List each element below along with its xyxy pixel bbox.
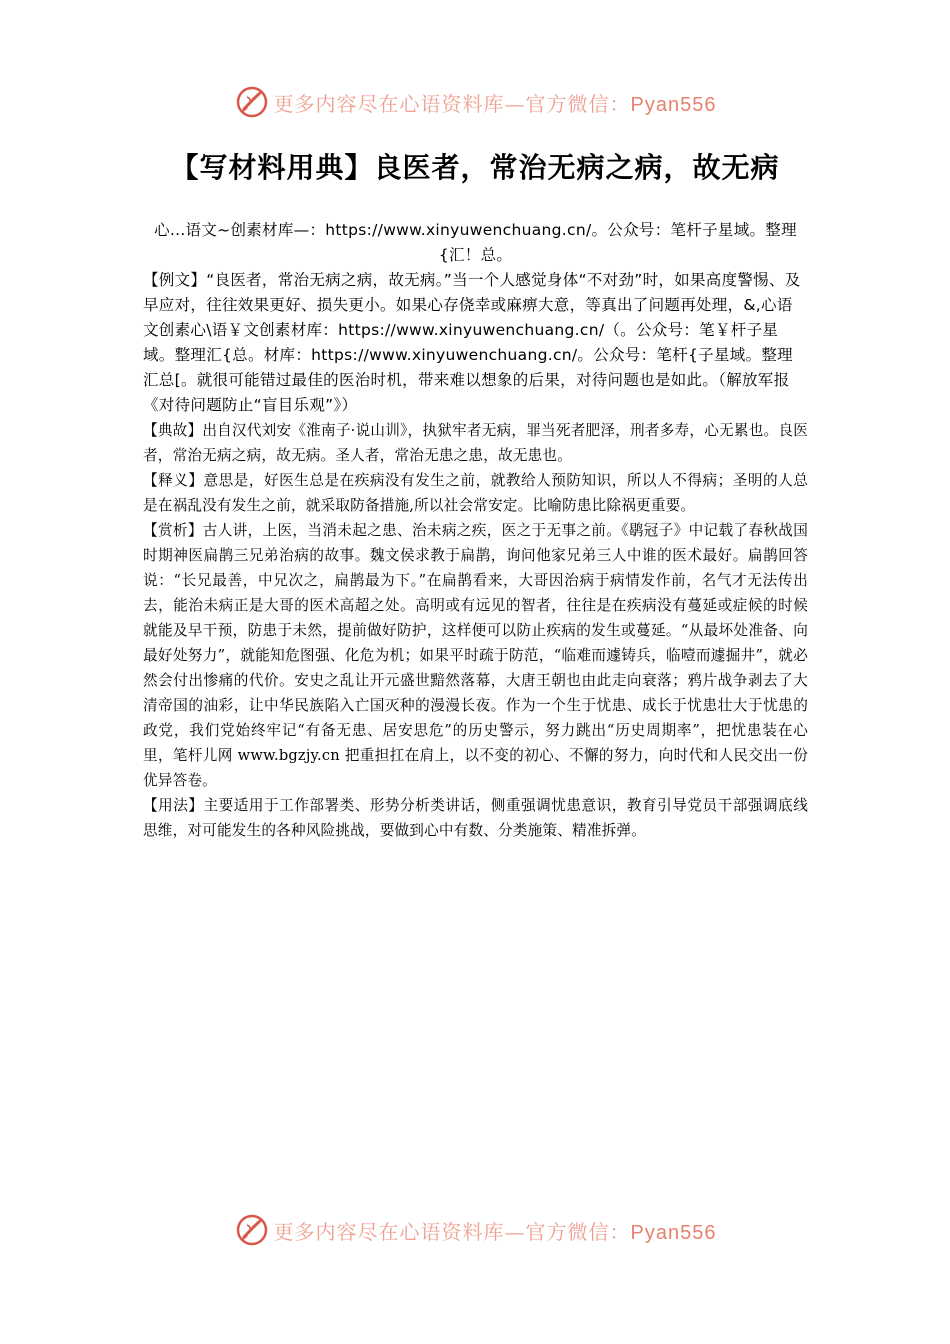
banner-main-text: 更多内容尽在心语资料库—官方微信：	[273, 91, 631, 116]
footer-banner	[0, 1208, 950, 1252]
example-paragraph: 【例文】“良医者，常治无病之病，故无病。”当一个人感觉身体“不对劲”时，如果高度警惕、及早应对，往往效果更好、损失更小。如果心存侥幸或麻痹大意，等真出了问题再处理，&,心语文创素心\语￥文创素材库：https://www.xinyuwenchuang.cn/（。公众号：笔￥杆子星域。整理汇{总。材库：https://www.xinyuwenchuang.cn/。公众号：笔杆{子星域。整理汇总[。就很可能错过最佳的医治时机，带来难以想象的后果，对待问题也是如此。（解放军报《对待问题防止“盲目乐观”》）	[143, 271, 801, 414]
banner-text	[274, 88, 717, 117]
brush-logo-icon	[234, 1212, 270, 1248]
article-body	[143, 218, 808, 843]
intro-line: 心...语文~创素材库—：https://www.xinyuwenchuang.cn/。公众号：笔杆子星域。整理{汇！总。	[154, 221, 797, 264]
banner-text	[274, 1216, 717, 1245]
banner-main-text: 更多内容尽在心语资料库—官方微信：	[273, 1219, 631, 1244]
header-banner	[0, 80, 950, 124]
usage-paragraph: 【用法】主要适用于工作部署类、形势分析类讲话，侧重强调忧患意识，教育引导党员干部强调底线思维，对可能发生的各种风险挑战，要做到心中有数、分类施策、精准拆弹。	[143, 797, 808, 839]
source-paragraph: 【典故】出自汉代刘安《淮南子·说山训》，执狱牢者无病，罪当死者肥泽，刑者多寿，心无累也。良医者，常治无病之病，故无病。圣人者，常治无患之患，故无患也。	[143, 422, 808, 464]
banner-wechat-id: Pyan556	[630, 93, 717, 116]
page-title: 【写材料用典】良医者，常治无病之病，故无病	[170, 151, 780, 184]
meaning-paragraph: 【释义】意思是，好医生总是在疾病没有发生之前，就教给人预防知识，所以人不得病；圣明的人总是在祸乱没有发生之前，就采取防备措施,所以社会常安定。比喻防患比除祸更重要。	[143, 472, 808, 514]
banner-wechat-id: Pyan556	[630, 1221, 717, 1244]
brush-logo-icon	[234, 84, 270, 120]
appreciation-paragraph: 【赏析】古人讲，上医，当消未起之患、治未病之疾，医之于无事之前。《鹖冠子》中记载了春秋战国时期神医扁鹊三兄弟治病的故事。魏文侯求教于扁鹊，询问他家兄弟三人中谁的医术最好。扁鹊回答说：“长兄最善，中兄次之，扁鹊最为下。”在扁鹊看来，大哥因治病于病情发作前，名气才无法传出去，能治未病正是大哥的医术高超之处。高明或有远见的智者，往往是在疾病没有蔓延或症候的时候就能及早干预，防患于未然，提前做好防护，这样便可以防止疾病的发生或蔓延。“从最坏处准备、向最好处努力”，就能知危图强、化危为机；如果平时疏于防范，“临难而遽铸兵，临噎而遽掘井”，就必然会付出惨痛的代价。安史之乱让开元盛世黯然落幕，大唐王朝也由此走向衰落；鸦片战争剥去了大清帝国的油彩，让中华民族陷入亡国灭种的漫漫长夜。作为一个生于忧患、成长于忧患壮大于忧患的政党，我们党始终牢记“有备无患、居安思危”的历史警示，努力跳出“历史周期率”，把忧患装在心里，笔杆儿网 www.bgzjy.cn 把重担扛在肩上，以不变的初心、不懈的努力，向时代和人民交出一份优异答卷。	[143, 522, 808, 789]
